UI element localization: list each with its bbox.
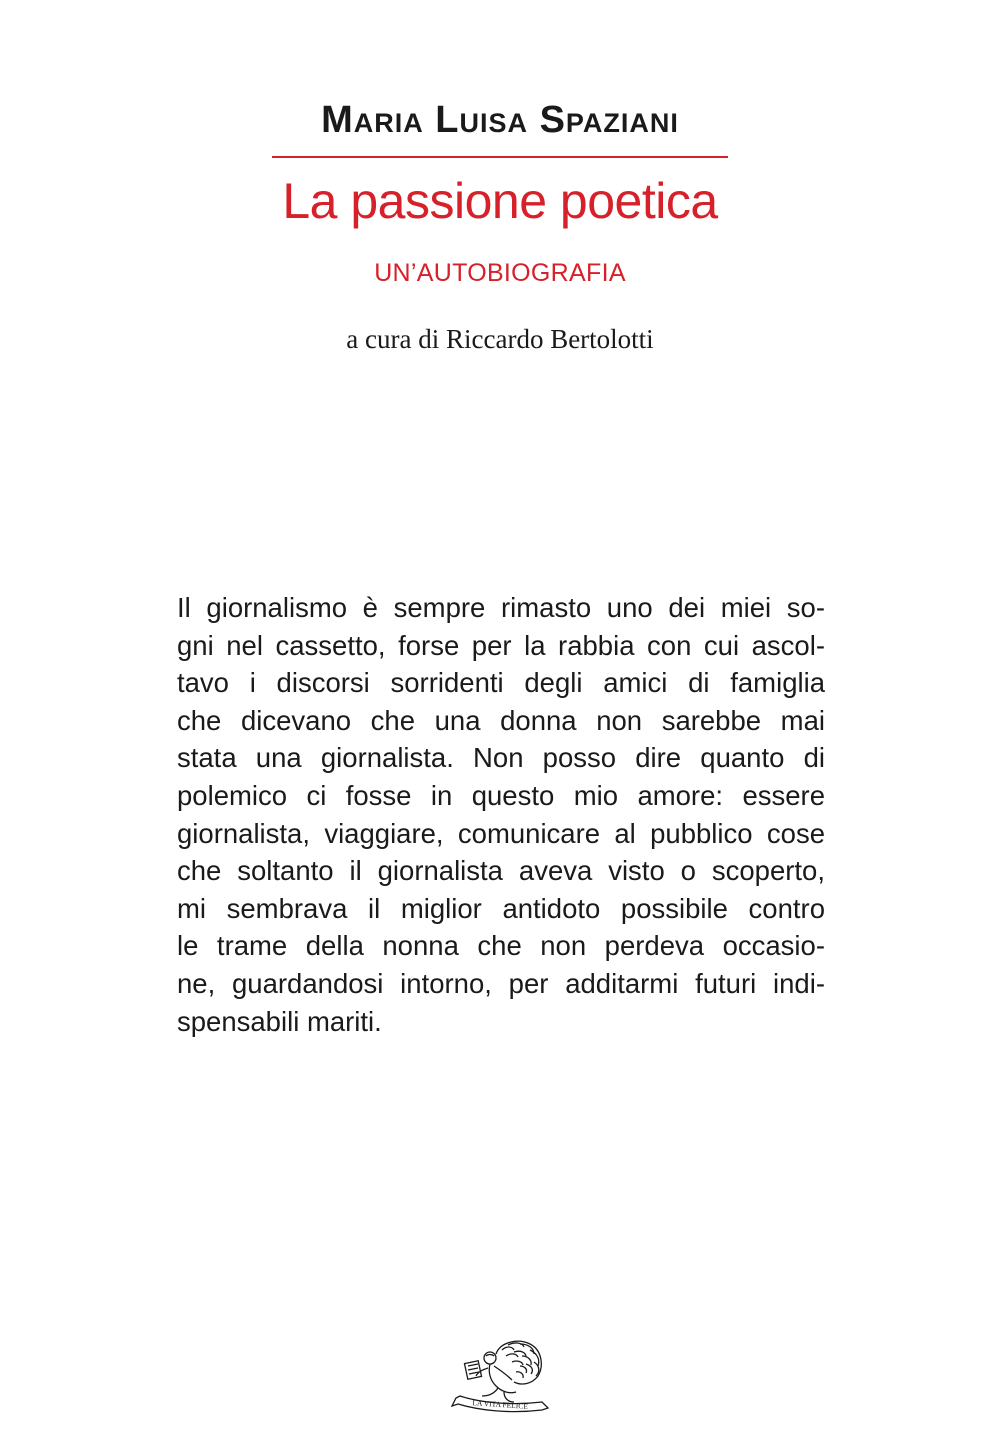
winged-figure-logo-icon xyxy=(438,1336,564,1420)
editor-credit: a cura di Riccardo Bertolotti xyxy=(346,324,654,354)
book-subtitle: UN’AUTOBIOGRAFIA xyxy=(374,259,626,287)
excerpt-line: ne, guardandosi intorno, per additarmi futuri indi- xyxy=(177,967,825,999)
excerpt-line: stata una giornalista. Non posso dire quanto di xyxy=(177,742,825,774)
excerpt-line: che dicevano che una donna non sarebbe mai xyxy=(177,704,825,736)
excerpt-line: mi sembrava il miglior antidoto possibile contro xyxy=(177,892,825,924)
excerpt-line: giornalista, viaggiare, comunicare al pubblico cose xyxy=(177,817,825,849)
excerpt-line: spensabili mariti. xyxy=(177,1005,382,1037)
excerpt-line: polemico ci fosse in questo mio amore: essere xyxy=(177,779,825,811)
excerpt-paragraph xyxy=(177,589,825,1040)
publisher-logo-text: LA VITA FELICE xyxy=(472,1398,529,1411)
excerpt-line: Il giornalismo è sempre rimasto uno dei miei so- xyxy=(177,592,825,623)
excerpt-line: le trame della nonna che non perdeva occasio- xyxy=(177,930,825,962)
excerpt-line: gni nel cassetto, forse per la rabbia con cui ascol- xyxy=(177,629,825,661)
excerpt-line: tavo i discorsi sorridenti degli amici di famiglia xyxy=(177,667,825,699)
book-title: La passione poetica xyxy=(282,173,718,229)
author-name: Maria Luisa Spaziani xyxy=(321,99,679,141)
title-divider xyxy=(272,156,728,158)
excerpt-line: che soltanto il giornalista aveva visto o scoperto, xyxy=(177,855,825,887)
